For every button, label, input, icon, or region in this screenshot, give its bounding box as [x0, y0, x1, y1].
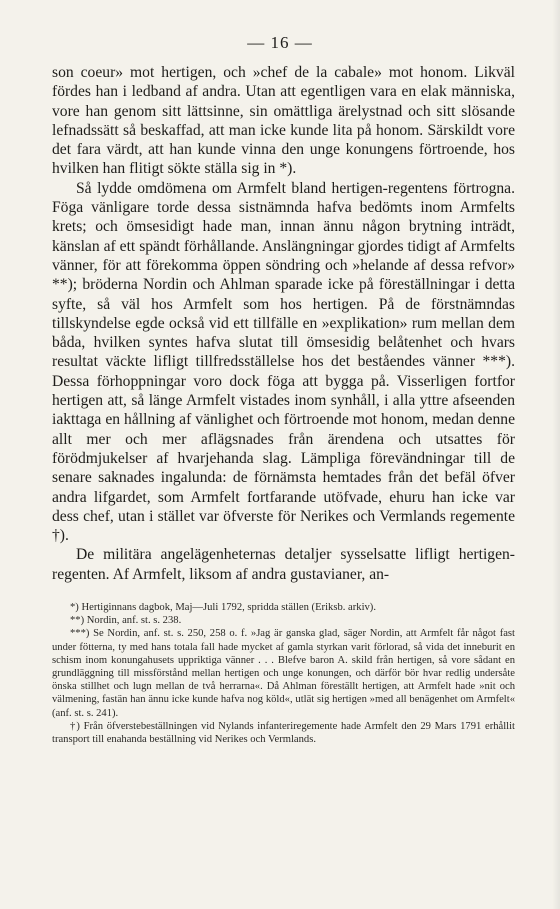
paragraph: son coeur» mot hertigen, och »chef de la cabale» mot honom. Likväl fördes han i ledband af andra. Utan att egentligen vara en elak människa, vore han genom sitt lättsinne, sin omättliga ärelystnad och sitt slösande lefnadssätt så beskaffad, att man icke kunde lita på honom. Särskildt vore det fara värdt, att han kunde vinna den unge konungens förtroende, hos hvilken han flitigt sökte ställa sig in *).	[52, 64, 515, 178]
paragraph: Så lydde omdömena om Armfelt bland hertigen-regentens förtrogna. Föga vänligare torde dessa sistnämnda hafva bedömts inom Armfelts krets; och ömsesidigt hade man, innan ännu någon brytning inträdt, känslan af ett spändt förhållande. Anslängningar gjordes tidigt af Armfelts vänner, för att förekomma öppen söndring och »helande af dessa refvor» **); bröderna Nordin och Ahlman sparade icke på föreställningar i detta syfte, så väl hos Armfelt som hos hertigen. På de förstnämndas tillskyndelse egde också vid ett tillfälle en »explikation» rum mellan dem båda, hvilken syntes hafva slutat till ömsesidig belåtenhet och hvars resultat väckte lifligt tillfredsställelse hos det beståendes vänner ***). Dessa förhoppningar voro dock föga att bygga på. Visserligen fortfor hertigen att, så länge Armfelt vistades inom synhåll, i alla yttre afseenden iakttaga en hållning af vänlighet och förtroende mot honom, medan denne allt mer och mer aflägsnades från ärendena och utsattes för förödmjukelser af hvarjehanda slag. Lämpliga förevändningar till de senare saknades ingalunda: de förnämsta hemtades från det befäl öfver andra lifgardet, som Armfelt fortfarande utöfvade, ehuru han icke var dess chef, utan i stället var öfverste för Nerikes och Vermlands regemente †).	[52, 179, 515, 545]
footnote: ***) Se Nordin, anf. st. s. 250, 258 o. f. »Jag är ganska glad, säger Nordin, att Armfelt får något fast under fötterna, ty med hans totala fall hade mycket af gamla styrkan varit förlorad, så vida det inneburit en schism inom konungahusets uppriktiga vänner . . . Blefve baron A. skild från hertigen, så vore sådant en grundläggning till missförstånd mellan hertigen och unge konungen, och därför bör hvar redlig undersåte önska stillhet och lugn mellan de två herrarna«. Då Ahlman föreställt hertigen, att Armfelt hade »nit och välmening, fastän han ännu icke kunde hafva nog köld«, utlät sig hertigen »med all benägenhet om Armfelt« (anf. st. s. 241).	[52, 628, 515, 719]
paragraph: De militära angelägenheternas detaljer sysselsatte lifligt hertigen-regenten. Af Armfelt, liksom af andra gustavianer, an-	[52, 546, 515, 583]
main-text	[52, 63, 515, 584]
page-edge-shadow	[552, 0, 560, 909]
footnote: *) Hertiginnans dagbok, Maj—Juli 1792, spridda ställen (Eriksb. arkiv).	[70, 602, 376, 613]
footnote: **) Nordin, anf. st. s. 238.	[70, 615, 182, 627]
footnote: †) Från öfverstebeställningen vid Nylands infanteriregemente hade Armfelt den 29 Mars 1791 erhållit transport till enahanda beställning vid Nerikes och Vermlands.	[52, 720, 515, 746]
page-number: — 16 —	[247, 33, 313, 52]
footnotes	[52, 601, 515, 746]
